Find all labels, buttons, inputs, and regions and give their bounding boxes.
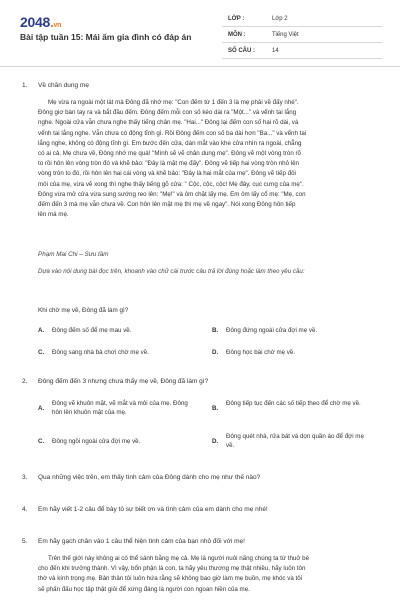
meta-count-label: SỐ CÂU : xyxy=(228,48,255,54)
meta-count-row xyxy=(222,44,382,59)
question-text: Qua những việc trên, em thấy tình cảm của Đông dành cho mẹ như thế nào? xyxy=(38,474,261,481)
meta-class-row xyxy=(222,12,382,27)
meta-subject-row xyxy=(222,28,382,43)
passage-line[interactable]: sẽ phấn đấu học tập thật giỏi để xứng đáng là người con ngoan hiền của mẹ. xyxy=(38,585,250,593)
question-number: 3. xyxy=(22,474,28,481)
page-title: Bài tập tuần 15: Mái ấm gia đình có đáp án xyxy=(20,32,192,42)
passage-line: Mẹ vừa ra ngoài một lát mà Đông đã nhớ mẹ: "Con đếm từ 1 đến 3 là mẹ phải về đấy nhé". xyxy=(48,99,299,106)
passage-line: có ai cả. Mẹ chưa về, Đông nhớ mẹ quá! "Mình sẽ vẽ chân dung mẹ". Đông vẽ một vòng tròn rõ xyxy=(38,150,301,158)
header xyxy=(0,0,400,64)
meta-subject-label: MÔN : xyxy=(228,32,246,38)
header-divider xyxy=(0,66,400,67)
passage-line: môi của mẹ, vừa vẽ xong thì nghe thấy tiếng gõ cửa: " Cộc, cộc, cộc! Mẹ đây, cục cưng của mẹ". xyxy=(38,180,304,188)
passage-author: Phạm Mai Chi – Sưu tầm xyxy=(38,251,109,258)
question-text: Về chân dung mẹ xyxy=(38,82,89,89)
passage-line: nghe. Ngoài cửa vẫn chưa nghe thấy tiếng chân mẹ. "Hai..." Đông lại đếm con số hai rõ dài, và xyxy=(38,119,299,127)
question-number: 4. xyxy=(22,506,28,513)
q5-passage xyxy=(38,554,382,595)
passage-line[interactable]: thờ và kính trọng mẹ. Bản thân tôi luôn hứa rằng sẽ không bao giờ làm mẹ buồn, mẹ khóc và tôi xyxy=(38,575,303,583)
reading-passage xyxy=(38,98,382,220)
question-number: 2. xyxy=(22,378,28,385)
sub-question: Khi chờ mẹ về, Đông đã làm gì? xyxy=(38,307,129,314)
instruction-text: Dựa vào nội dung bài đọc trên, khoanh vào chữ cái trước câu trả lời đúng hoặc làm theo yêu cầu: xyxy=(38,268,305,275)
question-text: Đông đếm đến 3 nhưng chưa thấy mẹ về, Đông đã làm gì? xyxy=(38,378,209,385)
passage-line[interactable]: cho đến khi trưởng thành. Vì vậy, bổn phận là con, ta hãy yêu thương mẹ thật nhiều, hãy luôn tôn xyxy=(38,565,306,573)
passage-line: Đông vừa mở cửa vừa sung sướng reo lên: "Mẹ!" và ôm chặt lấy mẹ. Em ôm lấy cổ mẹ: "Mẹ, con xyxy=(38,190,306,198)
question-text: Em hãy gạch chân vào 1 câu thể hiện tình cảm của bạn nhỏ đối với mẹ! xyxy=(38,538,245,545)
meta-class-value: Lớp 2 xyxy=(272,16,288,22)
meta-count-value: 14 xyxy=(272,48,279,54)
meta-class-label: LỚP : xyxy=(228,16,245,22)
passage-line: đếm đến 3 mà mẹ vẫn chưa về. Con hôn lên mặt mẹ thì mẹ về ngay". Nói xong Đông hôn tiếp xyxy=(38,201,296,209)
passage-line: Đông giơ bàn tay ra và bắt đầu đếm. Đông đếm mỗi con số kéo dài ra "Một..." và vểnh tai lắng xyxy=(38,109,297,117)
passage-line[interactable]: Trên thế giới này không ai có thể sánh bằng mẹ cả. Mẹ là người nuôi nấng chúng ta từ thuở bé xyxy=(48,555,310,562)
site-logo[interactable]: 2048.vn xyxy=(20,14,62,30)
passage-line: vểnh tai lắng nghe. Vẫn chưa có động tĩnh gì. Rồi Đông đếm con số ba dài hơn "Ba..." và vểnh tai xyxy=(38,129,307,137)
meta-subject-value: Tiếng Việt xyxy=(272,32,299,38)
question-number: 5. xyxy=(22,538,28,545)
passage-line: to rồi hôn lên vòng tròn đó và khẽ bảo: "Đây là mặt mẹ đấy". Đông vẽ tiếp hai vòng tròn nhỏ lên xyxy=(38,160,299,168)
passage-line: lên má mẹ. xyxy=(38,211,69,219)
passage-line: vòng tròn to đó, rồi hôn lên hai cái vòng và khẽ bảo: "Đây là hai mắt của mẹ". Đông vẽ tiếp đôi xyxy=(38,170,296,178)
question-text: Em hãy viết 1-2 câu để bày tỏ sự biết ơn và tình cảm của em dành cho mẹ nhé! xyxy=(38,506,268,513)
question-number: 1. xyxy=(22,82,28,89)
passage-line: lắng nghe, không có động tĩnh gì. Em bước đến cửa, dán mắt vào khe cửa nhìn ra ngoài, chẳng xyxy=(38,139,302,147)
